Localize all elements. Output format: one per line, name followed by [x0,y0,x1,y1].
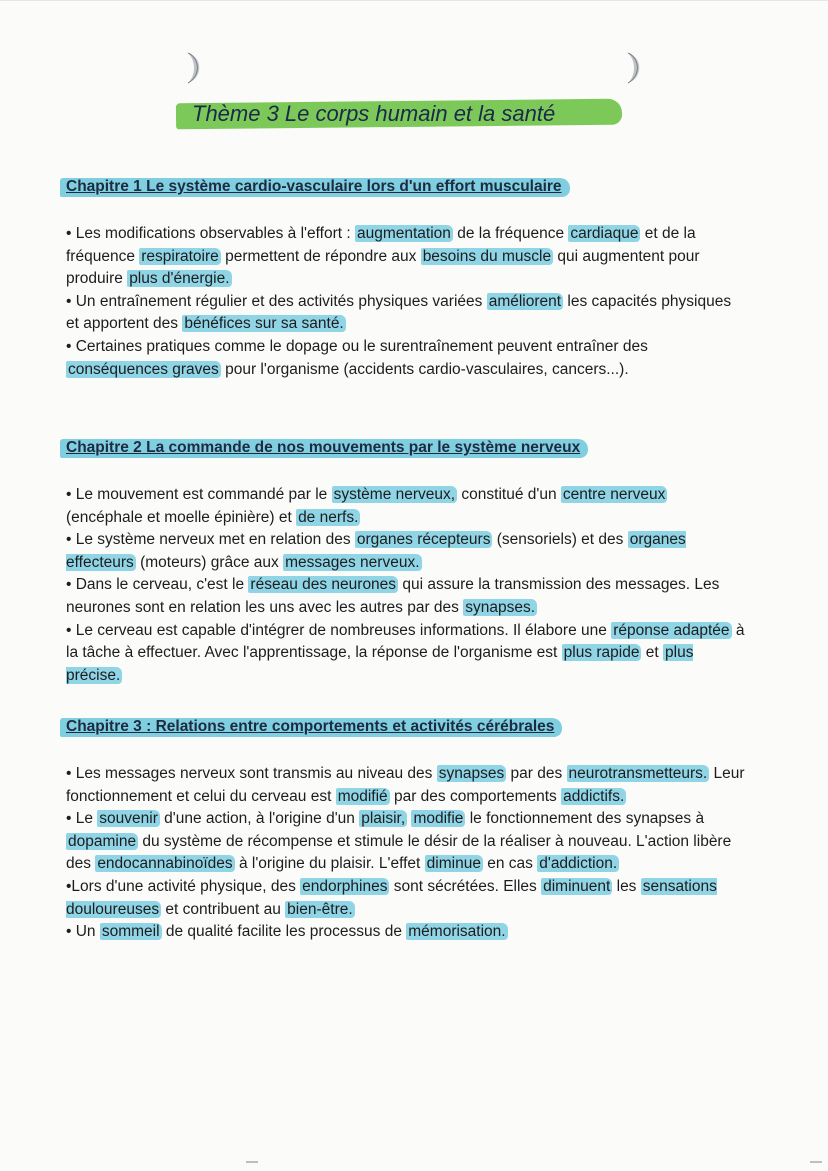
chapter-3-body [66,763,746,944]
chapter-1-bullet-2: • Un entraînement régulier et des activités physiques variées améliorent les capacités physiques et apportent des bénéfices sur sa santé. [66,292,732,333]
scan-mark [246,1161,258,1163]
chapter-3-bullet-1: • Les messages nerveux sont transmis au niveau des synapses par des neurotransmetteurs. Leur fonctionnement et celui du cerveau est modifié par des comportements addictifs. [66,765,745,805]
chapter-2-heading: Chapitre 2 La commande de nos mouvements par le système nerveux [60,439,588,458]
chapter-2-bullet-2: • Le système nerveux met en relation des organes récepteurs (sensoriels) et des organes effecteurs (moteurs) grâce aux messages nerveux. [66,531,686,571]
chapter-3-heading: Chapitre 3 : Relations entre comportements et activités cérébrales [60,718,562,737]
scan-mark [810,1161,822,1163]
chapter-2-bullet-4: • Le cerveau est capable d'intégrer de nombreuses informations. Il élabore une réponse adaptée à la tâche à effectuer. Avec l'apprentissage, la réponse de l'organisme est plus rapide et plus précise. [66,621,745,684]
binder-hole-right-icon [622,51,646,85]
chapter-3-bullet-3: •Lors d'une activité physique, des endorphines sont sécrétées. Elles diminuent les sensations douloureuses et contribuent au bien-être. [66,877,717,918]
chapter-1-bullet-1: • Les modifications observables à l'effort : augmentation de la fréquence cardiaque et de la fréquence respiratoire permettent de répondre aux besoins du muscle qui augmentent pour produire plus d'énergie. [66,225,700,288]
chapter-1-body [66,223,746,381]
chapter-1-bullet-3: • Certaines pratiques comme le dopage ou le surentraînement peuvent entraîner des conséquences graves pour l'organisme (accidents cardio-vasculaires, cancers...). [66,337,648,378]
document-title-block [176,97,626,131]
chapter-2-bullet-1: • Le mouvement est commandé par le système nerveux, constitué d'un centre nerveux (encéphale et moelle épinière) et de nerfs. [66,486,666,526]
document-title: Thème 3 Le corps humain et la santé [192,101,556,126]
binder-hole-left-icon [182,51,206,85]
chapter-3-bullet-2: • Le souvenir d'une action, à l'origine d'un plaisir, modifie le fonctionnement des synapses à dopamine du système de récompense et stimule le désir de la réaliser à nouveau. L'action libère des endocannabinoïdes à l'origine du plaisir. L'effet diminue en cas d'addiction. [66,810,732,873]
chapter-2-body [66,484,746,687]
chapter-2-bullet-3: • Dans le cerveau, c'est le réseau des neurones qui assure la transmission des messages. Les neurones sont en relation les uns avec les autres par des synapses. [66,576,720,616]
chapter-1-heading: Chapitre 1 Le système cardio-vasculaire lors d'un effort musculaire [60,178,570,197]
chapter-3-bullet-4: • Un sommeil de qualité facilite les processus de mémorisation. [66,923,506,941]
